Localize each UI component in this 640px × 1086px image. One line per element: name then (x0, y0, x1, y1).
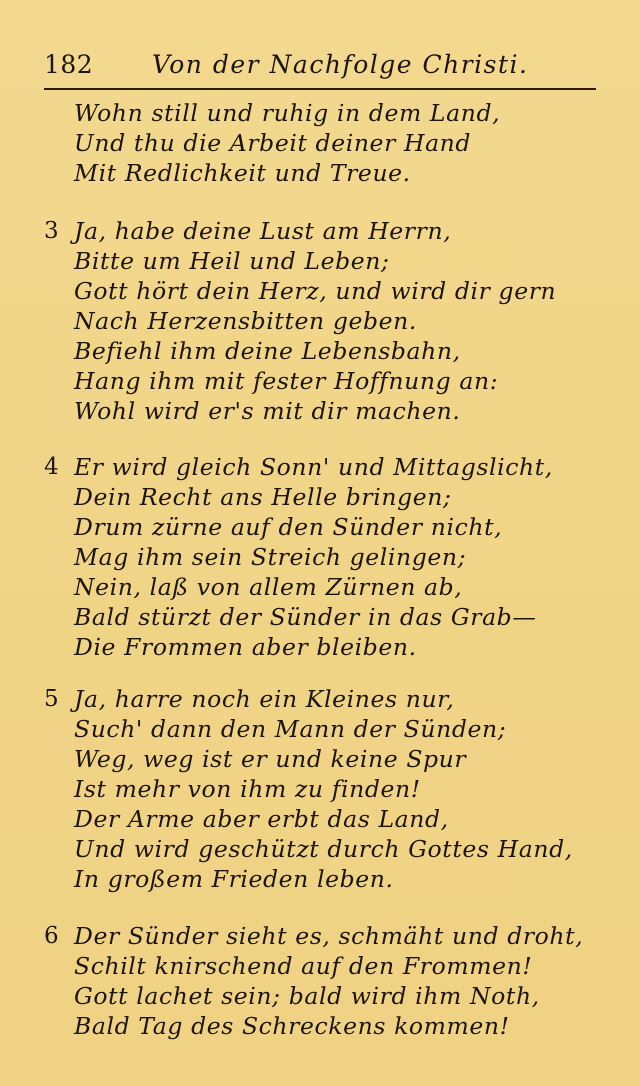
verse-line: Und thu die Arbeit deiner Hand (74, 129, 472, 157)
verse-line: Der Arme aber erbt das Land, (74, 805, 449, 833)
verse-line: Dein Recht ans Helle bringen; (74, 483, 452, 511)
verse-number: 4 (44, 454, 59, 480)
header-rule (44, 88, 596, 90)
page-number: 182 (44, 50, 94, 79)
verse-number: 3 (44, 218, 59, 244)
verse-line: Die Frommen aber bleiben. (74, 633, 417, 661)
stanza-lines (74, 216, 614, 426)
verse-line: Er wird gleich Sonn' und Mittagslicht, (74, 453, 553, 481)
verse-line: Ja, habe deine Lust am Herrn, (74, 217, 452, 245)
verse-line: Der Sünder sieht es, schmäht und droht, (74, 922, 584, 950)
verse-line: Mit Redlichkeit und Treue. (74, 159, 411, 187)
verse-line: Nein, laß von allem Zürnen ab, (74, 573, 463, 601)
verse-line: Bald Tag des Schreckens kommen! (74, 1012, 510, 1040)
verse-line: Ist mehr von ihm zu finden! (74, 775, 421, 803)
page-header (44, 40, 596, 80)
verse-line: Gott hört dein Herz, und wird dir gern (74, 277, 557, 305)
stanza-lines (74, 921, 614, 1041)
verse-line: Mag ihm sein Streich gelingen; (74, 543, 467, 571)
verse-line: Befiehl ihm deine Lebensbahn, (74, 337, 461, 365)
verse-line: Wohl wird er's mit dir machen. (74, 397, 461, 425)
verse-line: Drum zürne auf den Sünder nicht, (74, 513, 503, 541)
verse-number: 5 (44, 686, 59, 712)
verse-line: Bitte um Heil und Leben; (74, 247, 390, 275)
verse-line: Gott lachet sein; bald wird ihm Noth, (74, 982, 540, 1010)
verse-line: Hang ihm mit fester Hoffnung an: (74, 367, 499, 395)
verse-line: Ja, harre noch ein Kleines nur, (74, 685, 455, 713)
verse-line: Bald stürzt der Sünder in das Grab— (74, 603, 537, 631)
verse-line: Und wird geschützt durch Gottes Hand, (74, 835, 573, 863)
stanza-lines (74, 98, 614, 188)
verse-line: Such' dann den Mann der Sünden; (74, 715, 507, 743)
verse-line: Weg, weg ist er und keine Spur (74, 745, 467, 773)
running-title: Von der Nachfolge Christi. (152, 50, 529, 79)
verse-line: Nach Herzensbitten geben. (74, 307, 417, 335)
verse-line: Wohn still und ruhig in dem Land, (74, 99, 501, 127)
verse-number: 6 (44, 923, 59, 949)
verse-line: Schilt knirschend auf den Frommen! (74, 952, 533, 980)
stanza-lines (74, 452, 614, 662)
stanza-lines (74, 684, 614, 894)
verse-line: In großem Frieden leben. (74, 865, 394, 893)
